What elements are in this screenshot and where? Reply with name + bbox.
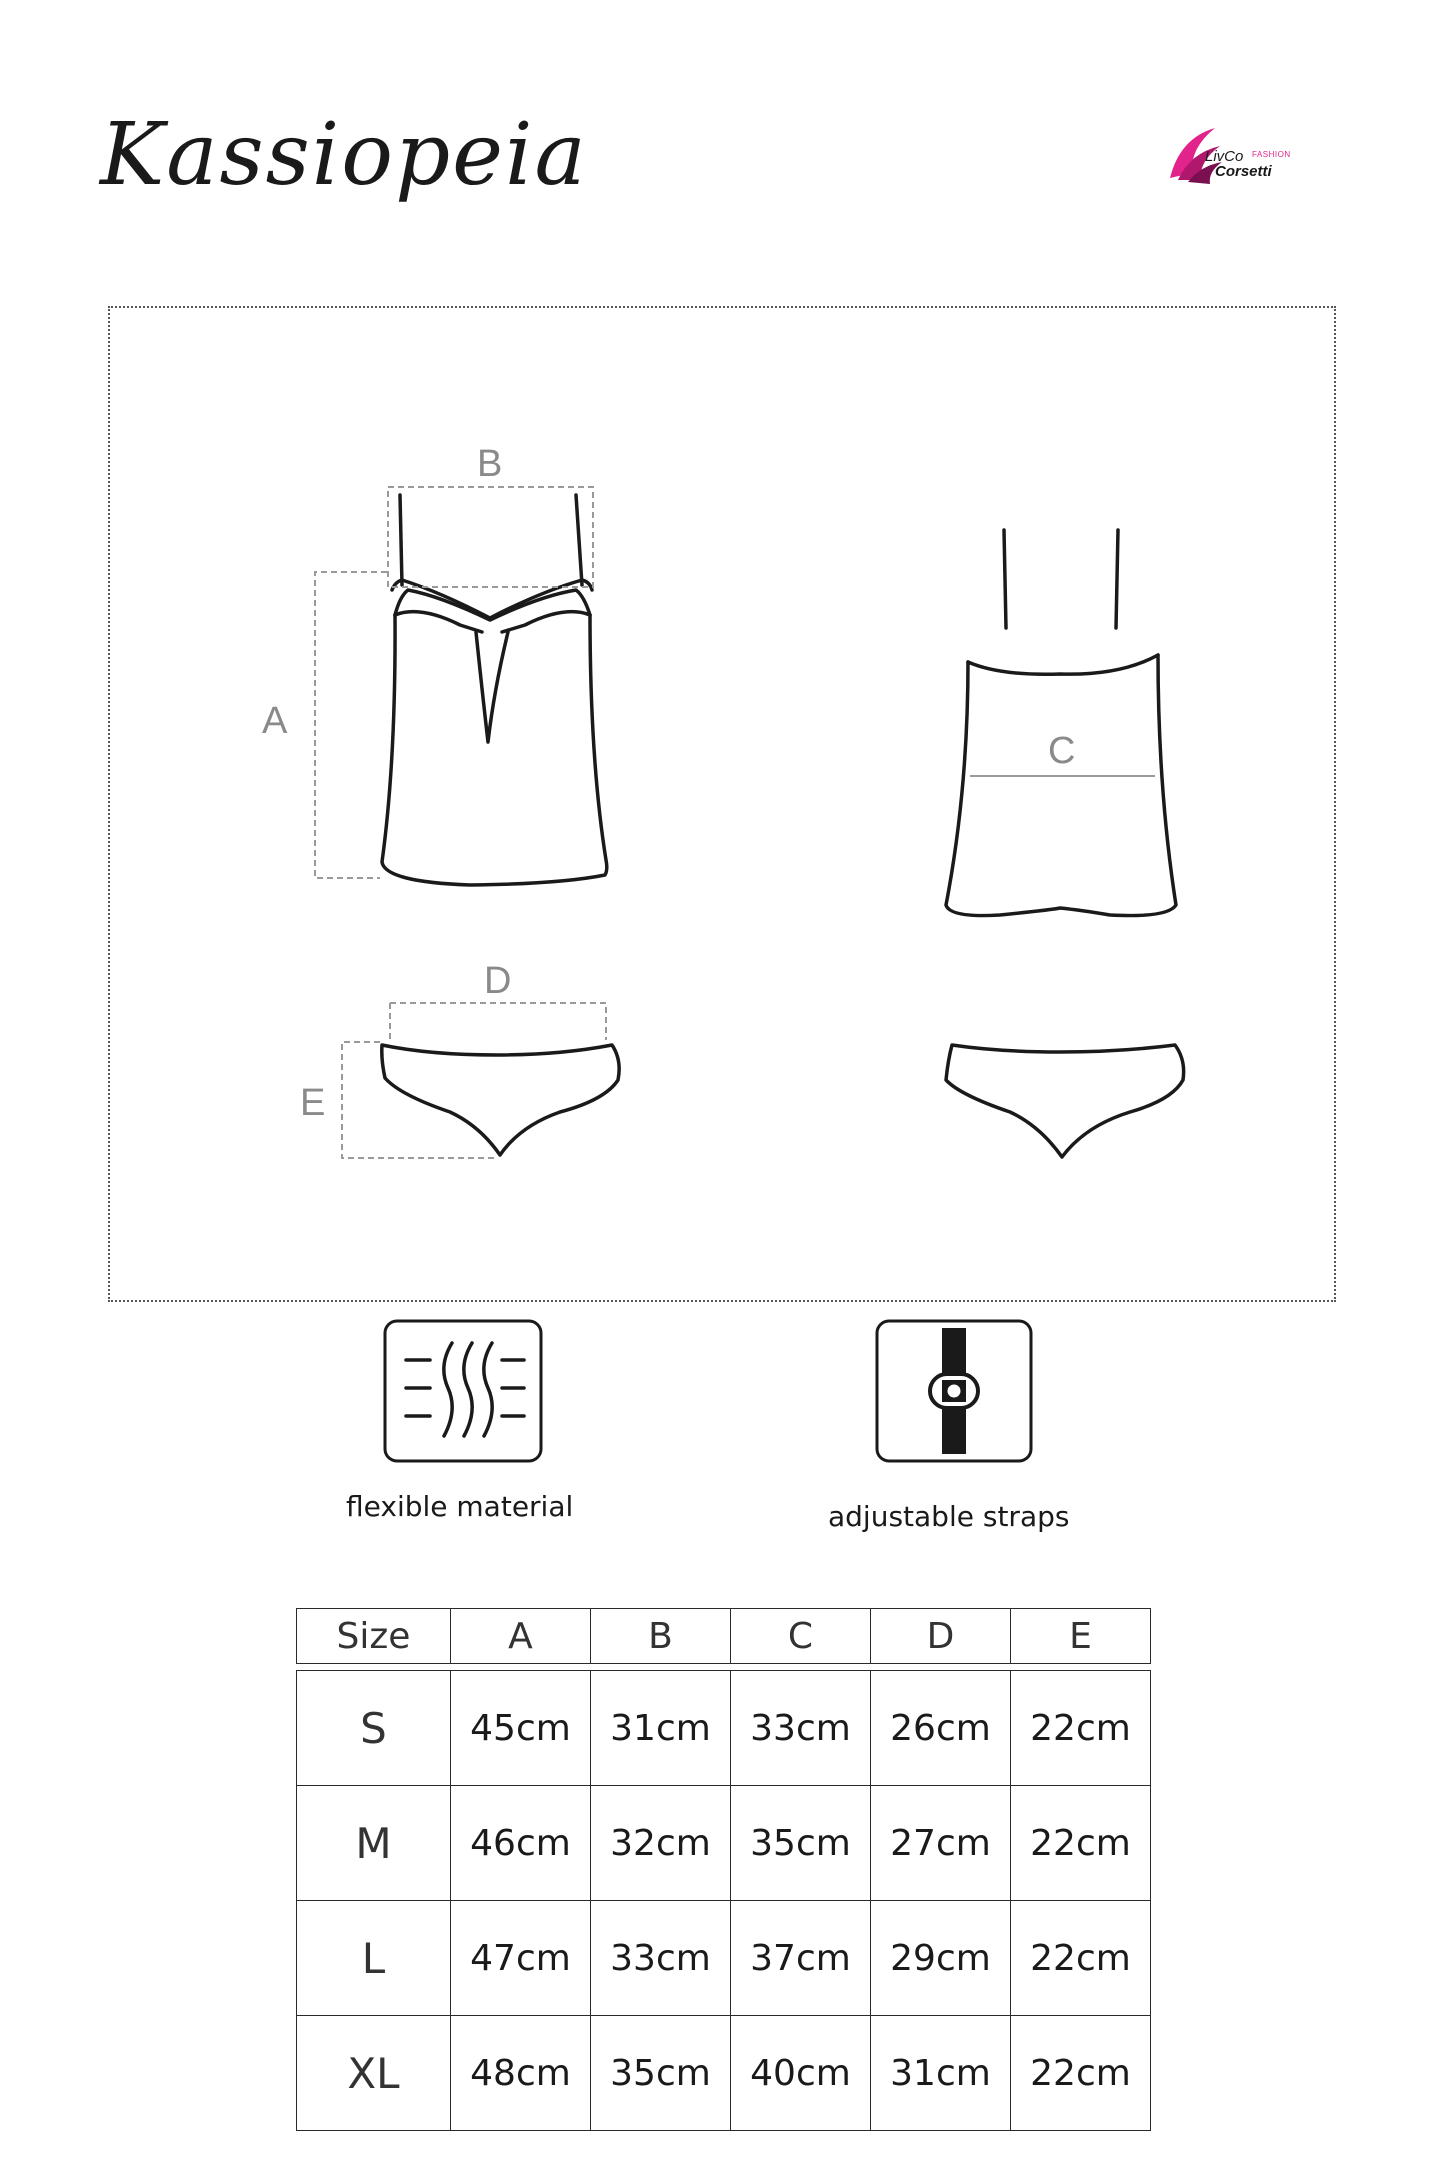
table-cell: 46cm <box>451 1786 591 1901</box>
size-table-header-row <box>297 1609 1151 1664</box>
brand-name-line1: LivCo <box>1205 148 1244 165</box>
back-panty-drawing <box>946 1045 1184 1157</box>
dimension-label-e: E <box>300 1082 326 1124</box>
dimension-label-b: B <box>477 443 503 485</box>
table-cell: 32cm <box>591 1786 731 1901</box>
header-b: B <box>591 1609 731 1664</box>
dimension-label-c: C <box>1048 730 1076 772</box>
flexible-material-icon <box>382 1318 544 1464</box>
table-cell: 35cm <box>591 2016 731 2131</box>
size-table-gap <box>297 1664 1151 1671</box>
table-cell: 33cm <box>731 1671 871 1786</box>
table-cell: 22cm <box>1011 1671 1151 1786</box>
table-cell: 35cm <box>731 1786 871 1901</box>
brand-fashion-tag: FASHION <box>1252 150 1291 159</box>
header-c: C <box>731 1609 871 1664</box>
table-cell: 26cm <box>871 1671 1011 1786</box>
dimension-label-d: D <box>484 960 512 1002</box>
size-chart-table <box>296 1608 1151 2131</box>
feature-label-flexible-material: flexible material <box>346 1490 574 1523</box>
table-cell: 22cm <box>1011 2016 1151 2131</box>
table-cell: 31cm <box>871 2016 1011 2131</box>
feature-label-adjustable-straps: adjustable straps <box>828 1500 1070 1533</box>
table-cell: 31cm <box>591 1671 731 1786</box>
table-row <box>297 1786 1151 1901</box>
table-cell: 47cm <box>451 1901 591 2016</box>
table-cell: 29cm <box>871 1901 1011 2016</box>
adjustable-straps-icon <box>874 1318 1034 1464</box>
dimension-label-a: A <box>262 700 288 742</box>
header-size: Size <box>297 1609 451 1664</box>
table-cell: 22cm <box>1011 1901 1151 2016</box>
table-cell: 45cm <box>451 1671 591 1786</box>
table-cell: 27cm <box>871 1786 1011 1901</box>
dimension-d-guide <box>390 1003 606 1040</box>
table-cell: 48cm <box>451 2016 591 2131</box>
dimension-a-guide <box>315 572 387 878</box>
back-camisole-drawing <box>946 530 1176 916</box>
table-cell: 37cm <box>731 1901 871 2016</box>
table-cell: 22cm <box>1011 1786 1151 1901</box>
header-d: D <box>871 1609 1011 1664</box>
table-row <box>297 2016 1151 2131</box>
size-cell: L <box>297 1901 451 2016</box>
size-cell: S <box>297 1671 451 1786</box>
table-row <box>297 1671 1151 1786</box>
header-e: E <box>1011 1609 1151 1664</box>
product-title: Kassiopeia <box>100 105 588 205</box>
table-row <box>297 1901 1151 2016</box>
dimension-b-guide <box>388 487 593 587</box>
table-cell: 33cm <box>591 1901 731 2016</box>
front-camisole-drawing <box>382 495 607 885</box>
brand-name-line2: Corsetti <box>1215 163 1272 180</box>
size-cell: M <box>297 1786 451 1901</box>
size-cell: XL <box>297 2016 451 2131</box>
front-panty-drawing <box>382 1045 619 1155</box>
table-cell: 40cm <box>731 2016 871 2131</box>
header-a: A <box>451 1609 591 1664</box>
